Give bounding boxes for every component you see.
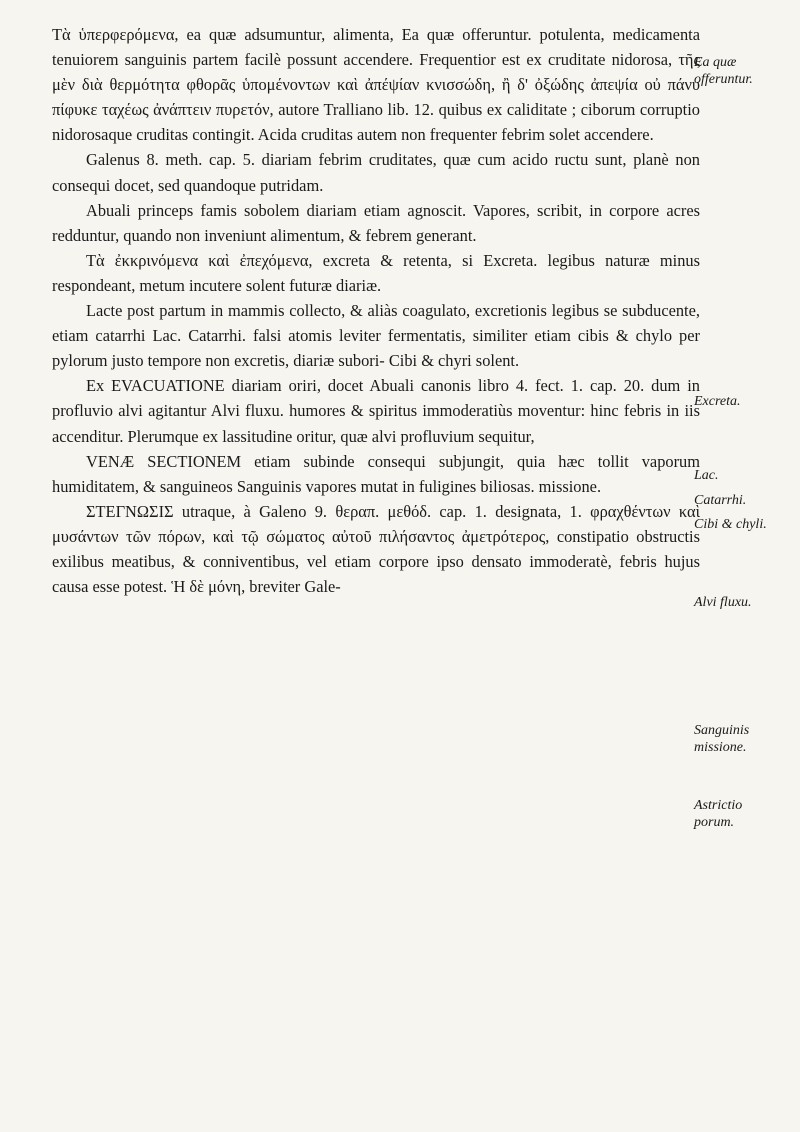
margin-note-astrictio: Astrictio porum. — [694, 798, 743, 830]
paragraph-stegnosis: ΣΤΕΓΝΩΣΙΣ utraque, à Galeno 9. θεραπ. μεθόδ. cap. 1. designata, 1. φραχθέντων καὶ μυσάντων τῶν πόρων, καὶ τῷ σώματος αὐτοῦ πιλήσαντος ἀμετρότερος, constipatio obstructis exilibus meatibus, & conniventibus, vel etiam corpore ipso densato immoderatè, febris hujus causa esse potest. Ἡ δὲ μόνη, breviter Gale- — [52, 501, 700, 597]
margin-note-ea-quae: Ea quæ offeruntur. — [694, 55, 753, 87]
margin-note-catarrhi: Catarrhi. — [694, 493, 747, 508]
paragraph-venae-sectionem: VENÆ SECTIONEM etiam subinde consequi subjungit, quia hæc tollit vaporum humiditatem, & sanguineos Sanguinis vapores mutat in fuligines biliosas. missione. — [52, 451, 700, 496]
margin-note-cibi: Cibi & chyli. — [694, 517, 767, 532]
margin-note-alvi: Alvi fluxu. — [694, 595, 752, 610]
paragraph-galenus: Galenus 8. meth. cap. 5. diariam febrim cruditates, quæ cum acido ructu sunt, planè non consequi docet, sed quandoque putridam. — [52, 150, 700, 195]
margin-note-lac: Lac. — [694, 468, 719, 483]
paragraph-evacuatione: Ex EVACUATIONE diariam oriri, docet Abuali canonis libro 4. fect. 1. cap. 20. dum in profluvio alvi agitantur Alvi fluxu. humores & spiritus immoderatiùs moventur: hinc febris in iis accenditur. Plerumque ex lassitudine oritur, quæ alvi profluvium sequitur, — [52, 376, 700, 446]
margin-note-excreta: Excreta. — [694, 394, 741, 409]
paragraph-lacte: Lacte post partum in mammis collecto, & aliàs coagulato, excretionis legibus se subducente, etiam catarrhi Lac. Catarrhi. falsi atomis leviter fermentatis, similiter etiam cibis & chylo per pylorum justo tempore non excretis, diariæ subori- Cibi & chyri solent. — [52, 301, 700, 371]
paragraph-excreta: Τὰ ἐκκρινόμενα καὶ ἐπεχόμενα, excreta & retenta, si Excreta. legibus naturæ minus respondeant, metum incutere solent futuræ diariæ. — [52, 250, 700, 295]
paragraph-abuali: Abuali princeps famis sobolem diariam etiam agnoscit. Vapores, scribit, in corpore acres redduntur, quando non inveniunt alimentum, & febrem generant. — [52, 200, 700, 245]
margin-note-sanguinis: Sanguinis missione. — [694, 723, 750, 755]
main-text-column — [52, 22, 700, 599]
paragraph-alimenta: Τὰ ὑπερφερόμενα, ea quæ adsumuntur, alimenta, Ea quæ offeruntur. potulenta, medicamenta tenuiorem sanguinis partem facilè possunt accendere. Frequentior est ex cruditate nidorosa, τῆς μὲν διὰ θερμότητα φθορᾶς ὑπομένοντων καὶ ἀπέψίαν κνισσώδη, ἢ δ' ὀξώδης ἀπεψία οὐ πάνυ πίφυκε ταχέως ἀνάπτειν πυρετόν, autore Tralliano lib. 12. quibus ex caliditate ; ciborum corruptio nidorosaque cruditas contingit. Acida cruditas autem non frequenter febrim solet accendere. — [52, 25, 700, 145]
